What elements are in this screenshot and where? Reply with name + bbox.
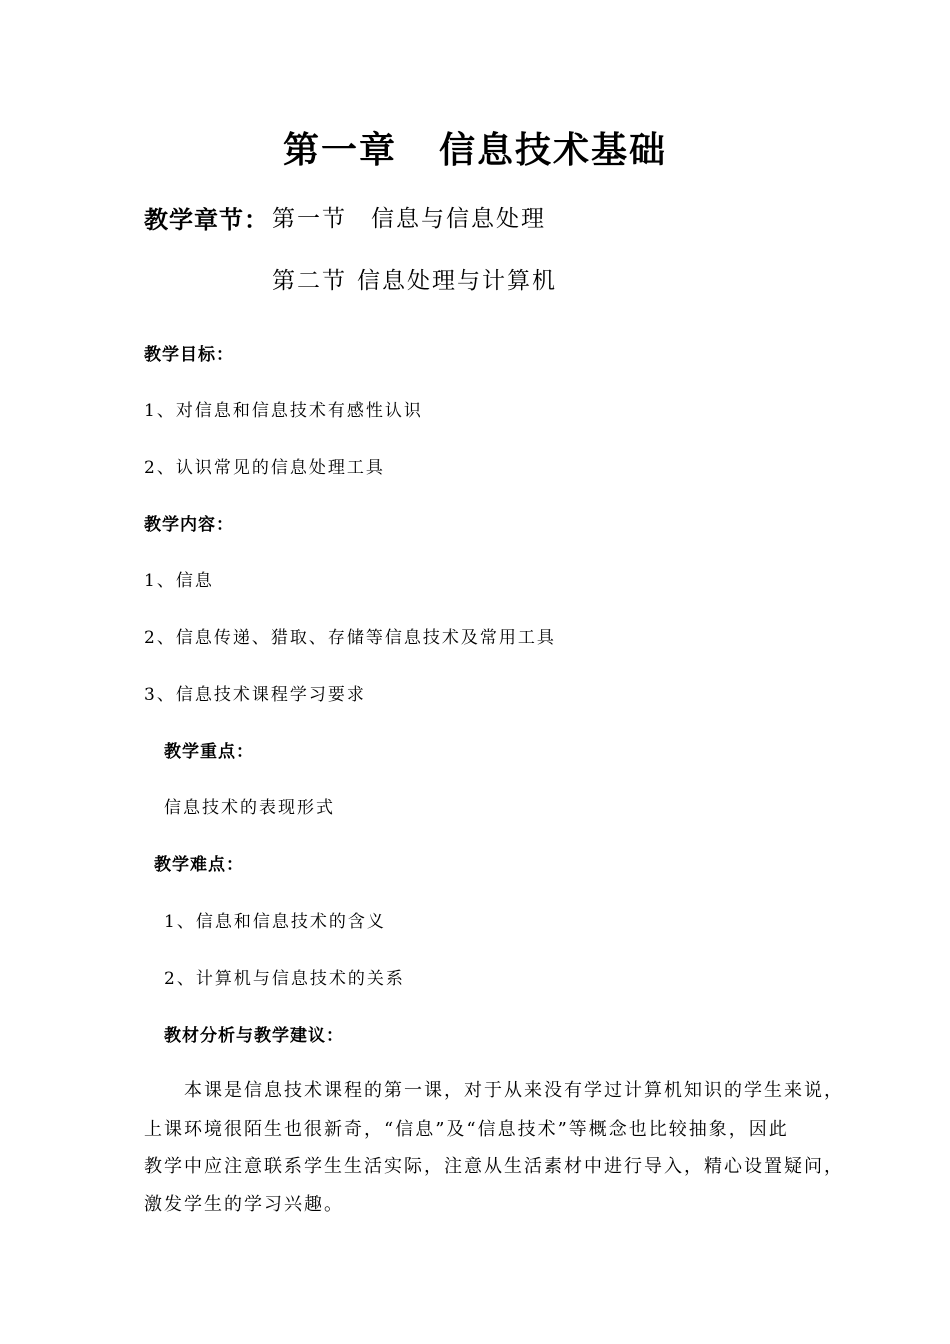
key-points-text: 信息技术的表现形式 — [164, 798, 335, 818]
difficulty-item: 2、计算机与信息技术的关系 — [164, 969, 405, 989]
analysis-line: 上课环境很陌生也很新奇，“信息”及“信息技术”等概念也比较抽象，因此 — [144, 1119, 789, 1140]
section-second-number: 第二节 — [272, 268, 347, 294]
sections-label: 教学章节： — [144, 205, 269, 234]
chapter-number: 第一章 — [282, 129, 397, 171]
section-second — [272, 270, 557, 293]
content-item: 1、信息 — [144, 571, 214, 591]
objective-item: 2、认识常见的信息处理工具 — [144, 458, 385, 478]
content-item: 2、信息传递、猎取、存储等信息技术及常用工具 — [144, 628, 556, 648]
section-second-name: 信息处理与计算机 — [357, 268, 557, 294]
analysis-heading: 教材分析与教学建议： — [164, 1026, 344, 1046]
analysis-line: 本课是信息技术课程的第一课，对于从来没有学过计算机知识的学生来说， — [184, 1080, 844, 1101]
analysis-line: 激发学生的学习兴趣。 — [144, 1194, 344, 1215]
chapter-title — [0, 129, 950, 171]
analysis-line: 教学中应注意联系学生生活实际，注意从生活素材中进行导入，精心设置疑问， — [144, 1156, 844, 1177]
section-first — [272, 208, 546, 231]
difficulties-heading: 教学难点： — [154, 855, 244, 875]
content-heading: 教学内容： — [144, 515, 234, 535]
content-item: 3、信息技术课程学习要求 — [144, 685, 366, 705]
objective-item: 1、对信息和信息技术有感性认识 — [144, 401, 423, 421]
difficulty-item: 1、信息和信息技术的含义 — [164, 912, 386, 932]
objectives-heading: 教学目标： — [144, 345, 234, 365]
chapter-name: 信息技术基础 — [439, 129, 668, 171]
section-first-number: 第一节 — [272, 206, 347, 232]
key-points-heading: 教学重点： — [164, 742, 254, 762]
section-first-name: 信息与信息处理 — [371, 206, 546, 232]
